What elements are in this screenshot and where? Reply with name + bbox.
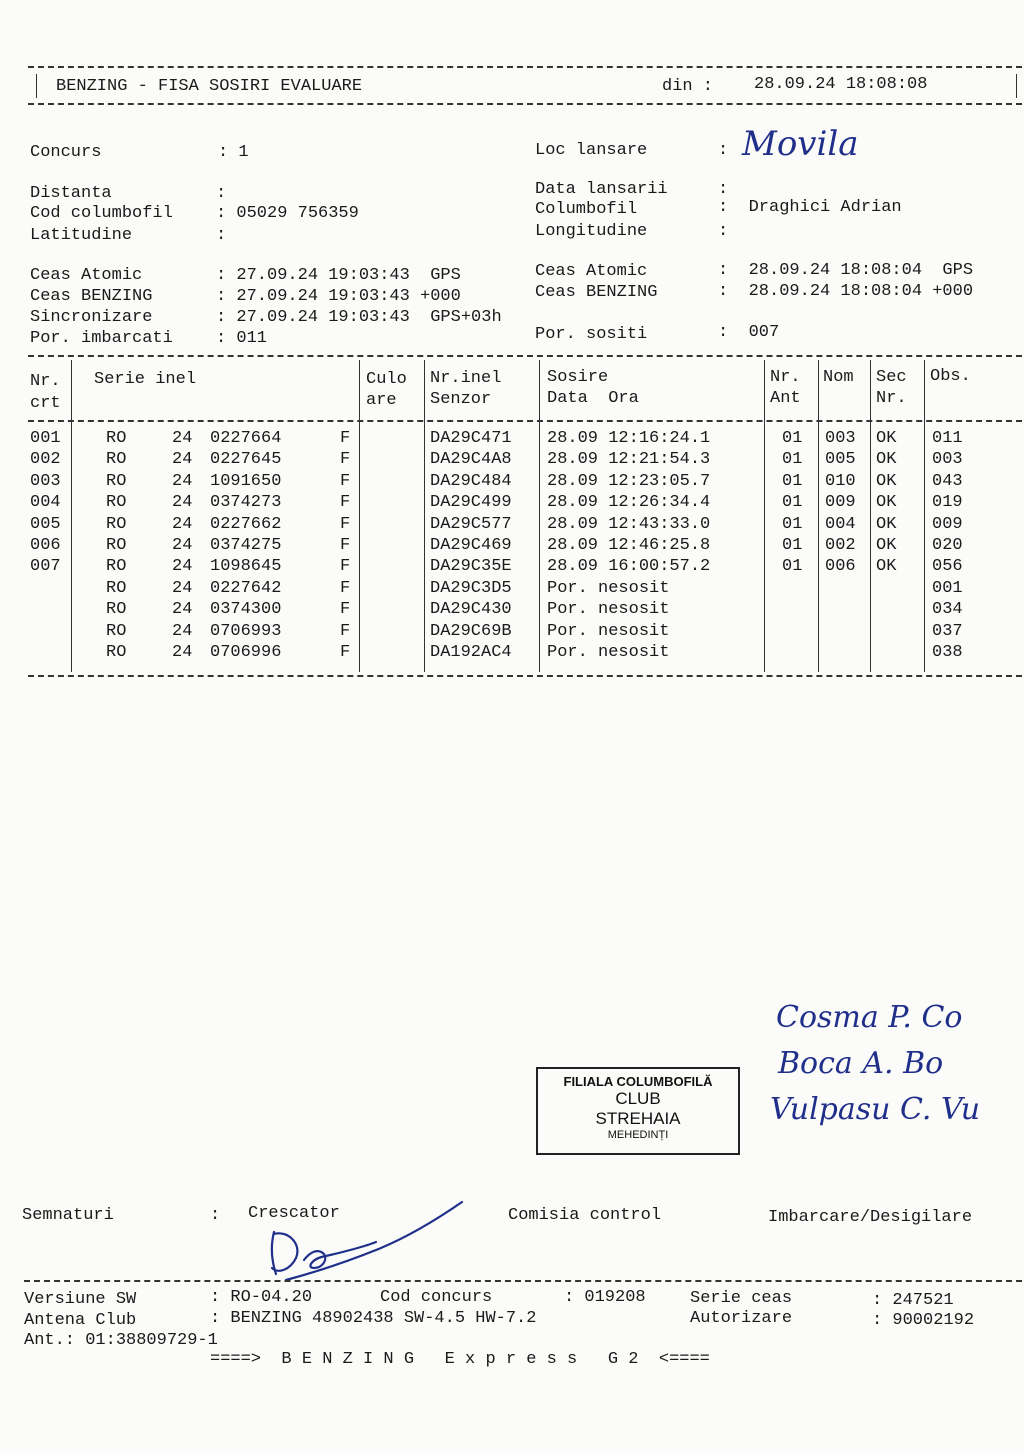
header-sec-nr: Nr. <box>876 389 907 408</box>
row-sosire: 28.09 12:43:33.0 <box>547 514 711 534</box>
row-tara: RO <box>106 557 127 577</box>
right-ceas-benzing-value: : 28.09.24 18:08:04 +000 <box>718 282 974 301</box>
row-sex: F <box>340 429 351 448</box>
row-obs: 001 <box>932 578 963 598</box>
row-sec: OK <box>876 493 897 513</box>
data-lansarii-label: Data lansarii <box>535 180 668 199</box>
row-nom: 003 <box>825 429 856 448</box>
versiune-value: : RO-04.20 <box>210 1288 313 1307</box>
row-tara: RO <box>106 621 127 641</box>
row-nr: 007 <box>30 557 61 577</box>
sincronizare-label: Sincronizare <box>30 308 153 327</box>
row-tara: RO <box>106 493 127 513</box>
autorizare-label: Autorizare <box>690 1309 793 1328</box>
table-header-rule <box>28 420 1022 422</box>
row-senzor: DA29C3D5 <box>430 578 512 598</box>
row-tara: RO <box>106 600 127 620</box>
row-sex: F <box>340 536 351 555</box>
row-inel: 0227645 <box>210 450 282 470</box>
row-sosire: Por. nesosit <box>547 643 670 662</box>
header-sec: Sec <box>876 368 907 387</box>
row-obs: 020 <box>932 536 963 555</box>
table-row <box>0 428 1024 450</box>
row-sex: F <box>340 557 351 577</box>
row-sex: F <box>340 621 351 641</box>
stamp-line-3: STREHAIA <box>595 1109 681 1128</box>
imbarcare-label: Imbarcare/Desigilare <box>768 1208 973 1227</box>
serie-ceas-label: Serie ceas <box>690 1289 793 1308</box>
header-left-border <box>36 74 37 98</box>
row-tara: RO <box>106 514 127 534</box>
row-obs: 038 <box>932 643 963 662</box>
row-an: 24 <box>172 536 193 555</box>
row-sex: F <box>340 471 351 491</box>
row-an: 24 <box>172 578 193 598</box>
row-nom: 004 <box>825 514 856 534</box>
row-sex: F <box>340 578 351 598</box>
sositi-label: Por. sositi <box>535 325 648 344</box>
row-an: 24 <box>172 600 193 620</box>
comisia-label: Comisia control <box>508 1206 662 1225</box>
row-an: 24 <box>172 471 193 491</box>
row-tara: RO <box>106 471 127 491</box>
antena-label: Antena Club <box>24 1311 137 1330</box>
header-senzor: Senzor <box>430 390 492 409</box>
latitudine-label: Latitudine <box>30 226 133 245</box>
header-nr: Nr. <box>30 372 61 391</box>
row-nr: 005 <box>30 514 61 534</box>
distanta-label: Distanta <box>30 184 112 203</box>
header-obs: Obs. <box>930 367 971 386</box>
row-inel: 0706993 <box>210 621 282 641</box>
data-lansarii-value: : <box>718 180 729 199</box>
row-sosire: 28.09 12:26:34.4 <box>547 493 711 513</box>
header-crt: crt <box>30 394 61 413</box>
row-nr: 006 <box>30 536 61 555</box>
row-sosire: 28.09 16:00:57.2 <box>547 557 711 577</box>
row-obs: 019 <box>932 493 963 513</box>
row-sec: OK <box>876 514 897 534</box>
table-row <box>0 492 1024 514</box>
concurs-label: Concurs <box>30 143 102 162</box>
row-an: 24 <box>172 621 193 641</box>
row-senzor: DA29C499 <box>430 493 512 513</box>
semnaturi-colon: : <box>210 1206 221 1225</box>
sincronizare-value: : 27.09.24 19:03:43 GPS+03h <box>216 308 502 327</box>
row-senzor: DA192AC4 <box>430 643 512 662</box>
row-sec: OK <box>876 429 897 448</box>
imbarcati-label: Por. imbarcati <box>30 329 173 348</box>
row-nom: 010 <box>825 471 856 491</box>
handwritten-name-1: Cosma P. Co <box>776 1000 963 1035</box>
table-row <box>0 599 1024 621</box>
table-row <box>0 642 1024 664</box>
club-stamp <box>536 1067 740 1155</box>
header-top-rule <box>28 66 1022 68</box>
row-inel: 0227664 <box>210 429 282 448</box>
row-nom: 006 <box>825 557 856 577</box>
table-bottom-rule <box>28 675 1022 677</box>
table-row <box>0 514 1024 536</box>
stamp-line-2: CLUB <box>615 1089 661 1108</box>
row-nr: 003 <box>30 471 61 491</box>
row-ant: 01 <box>782 536 803 555</box>
right-ceas-atomic-label: Ceas Atomic <box>535 262 648 281</box>
row-sosire: Por. nesosit <box>547 600 670 620</box>
row-an: 24 <box>172 450 193 470</box>
crescator-label: Crescator <box>248 1204 340 1223</box>
row-an: 24 <box>172 557 193 577</box>
header-nr-inel: Nr.inel <box>430 369 502 388</box>
loc-lansare-label: Loc lansare <box>535 141 648 160</box>
row-inel: 0374273 <box>210 493 282 513</box>
header-right-border <box>1016 74 1017 98</box>
row-nom: 009 <box>825 493 856 513</box>
row-sex: F <box>340 643 351 662</box>
table-row <box>0 621 1024 643</box>
header-data-ora: Data Ora <box>547 389 639 408</box>
stamp-line-1: FILIALA COLUMBOFILĂ <box>563 1074 713 1089</box>
row-an: 24 <box>172 514 193 534</box>
distanta-value: : <box>216 184 227 203</box>
row-sec: OK <box>876 450 897 470</box>
row-inel: 0706996 <box>210 643 282 662</box>
header-ant: Ant <box>770 389 801 408</box>
header-serie-inel: Serie inel <box>94 370 197 389</box>
row-tara: RO <box>106 578 127 598</box>
handwritten-name-3: Vulpasu C. Vu <box>770 1092 981 1127</box>
row-sec: OK <box>876 557 897 577</box>
row-sec: OK <box>876 471 897 491</box>
cod-columbofil-label: Cod columbofil <box>30 204 173 223</box>
row-nom: 005 <box>825 450 856 470</box>
row-sosire: 28.09 12:46:25.8 <box>547 536 711 555</box>
footer-rule <box>24 1280 1022 1282</box>
cod-columbofil-value: : 05029 756359 <box>216 204 359 223</box>
loc-lansare-colon: : <box>718 141 729 160</box>
row-sosire: 28.09 12:21:54.3 <box>547 450 711 470</box>
serie-ceas-value: : 247521 <box>872 1291 954 1310</box>
antenna-id: Ant.: 01:38809729-1 <box>24 1331 218 1350</box>
columbofil-value: : Draghici Adrian <box>718 198 902 217</box>
concurs-value: : 1 <box>218 143 249 162</box>
table-top-rule <box>28 355 1022 357</box>
imbarcati-value: : 011 <box>216 329 268 348</box>
row-tara: RO <box>106 536 127 555</box>
antena-value: : BENZING 48902438 SW-4.5 HW-7.2 <box>210 1309 537 1328</box>
right-ceas-benzing-label: Ceas BENZING <box>535 283 658 302</box>
row-an: 24 <box>172 493 193 513</box>
table-row <box>0 578 1024 600</box>
header-are: are <box>366 391 397 410</box>
table-row <box>0 556 1024 578</box>
longitudine-label: Longitudine <box>535 222 648 241</box>
row-obs: 037 <box>932 621 963 641</box>
benzing-brand-line: ====> B E N Z I N G E x p r e s s G 2 <==== <box>210 1350 710 1369</box>
semnaturi-label: Semnaturi <box>22 1206 114 1225</box>
row-inel: 0227642 <box>210 578 282 598</box>
header-bottom-rule <box>28 103 1022 105</box>
row-nr: 004 <box>30 493 61 513</box>
cod-concurs-value: : 019208 <box>564 1288 646 1307</box>
din-label: din : <box>662 77 714 96</box>
row-ant: 01 <box>782 557 803 577</box>
header-nom: Nom <box>823 368 854 387</box>
row-sex: F <box>340 493 351 513</box>
row-ant: 01 <box>782 493 803 513</box>
row-nom: 002 <box>825 536 856 555</box>
row-senzor: DA29C35E <box>430 557 512 577</box>
handwritten-name-2: Boca A. Bo <box>778 1046 944 1081</box>
row-inel: 0374300 <box>210 600 282 620</box>
row-obs: 034 <box>932 600 963 620</box>
row-obs: 056 <box>932 557 963 577</box>
row-ant: 01 <box>782 514 803 534</box>
ceas-benzing-label: Ceas BENZING <box>30 287 153 306</box>
row-obs: 009 <box>932 514 963 534</box>
row-sosire: 28.09 12:16:24.1 <box>547 429 711 448</box>
row-senzor: DA29C69B <box>430 621 512 641</box>
row-ant: 01 <box>782 450 803 470</box>
row-tara: RO <box>106 429 127 448</box>
versiune-label: Versiune SW <box>24 1290 137 1309</box>
row-an: 24 <box>172 643 193 662</box>
row-obs: 011 <box>932 429 963 448</box>
row-nr: 002 <box>30 450 61 470</box>
right-ceas-atomic-value: : 28.09.24 18:08:04 GPS <box>718 261 974 280</box>
row-senzor: DA29C471 <box>430 429 512 448</box>
row-senzor: DA29C469 <box>430 536 512 555</box>
row-obs: 003 <box>932 450 963 470</box>
row-inel: 0374275 <box>210 536 282 555</box>
ceas-atomic-label: Ceas Atomic <box>30 266 143 285</box>
row-senzor: DA29C484 <box>430 471 512 491</box>
row-sex: F <box>340 450 351 470</box>
autorizare-value: : 90002192 <box>872 1311 975 1330</box>
sositi-value: : 007 <box>718 323 780 342</box>
row-senzor: DA29C4A8 <box>430 450 512 470</box>
row-sex: F <box>340 514 351 534</box>
row-an: 24 <box>172 429 193 448</box>
header-nr-ant: Nr. <box>770 368 801 387</box>
row-obs: 043 <box>932 471 963 491</box>
row-ant: 01 <box>782 471 803 491</box>
row-senzor: DA29C577 <box>430 514 512 534</box>
header-culo: Culo <box>366 370 407 389</box>
cod-concurs-label: Cod concurs <box>380 1288 493 1307</box>
loc-lansare-handwritten: Movila <box>742 124 859 164</box>
header-datetime: 28.09.24 18:08:08 <box>754 75 928 94</box>
row-nr: 001 <box>30 429 61 448</box>
row-ant: 01 <box>782 429 803 448</box>
longitudine-value: : <box>718 222 729 241</box>
stamp-line-4: MEHEDINȚI <box>607 1129 669 1141</box>
row-tara: RO <box>106 643 127 662</box>
row-inel: 0227662 <box>210 514 282 534</box>
ceas-benzing-value: : 27.09.24 19:03:43 +000 <box>216 287 461 306</box>
row-inel: 1091650 <box>210 471 282 491</box>
row-sex: F <box>340 600 351 620</box>
latitudine-value: : <box>216 226 227 245</box>
row-sosire: 28.09 12:23:05.7 <box>547 471 711 491</box>
row-sosire: Por. nesosit <box>547 578 670 598</box>
row-sec: OK <box>876 536 897 555</box>
row-inel: 1098645 <box>210 557 282 577</box>
table-row <box>0 471 1024 493</box>
columbofil-label: Columbofil <box>535 200 638 219</box>
document-title: BENZING - FISA SOSIRI EVALUARE <box>56 77 363 96</box>
row-sosire: Por. nesosit <box>547 621 670 641</box>
ceas-atomic-value: : 27.09.24 19:03:43 GPS <box>216 266 461 285</box>
table-row <box>0 535 1024 557</box>
table-row <box>0 449 1024 471</box>
row-tara: RO <box>106 450 127 470</box>
header-sosire: Sosire <box>547 368 609 387</box>
row-senzor: DA29C430 <box>430 600 512 620</box>
